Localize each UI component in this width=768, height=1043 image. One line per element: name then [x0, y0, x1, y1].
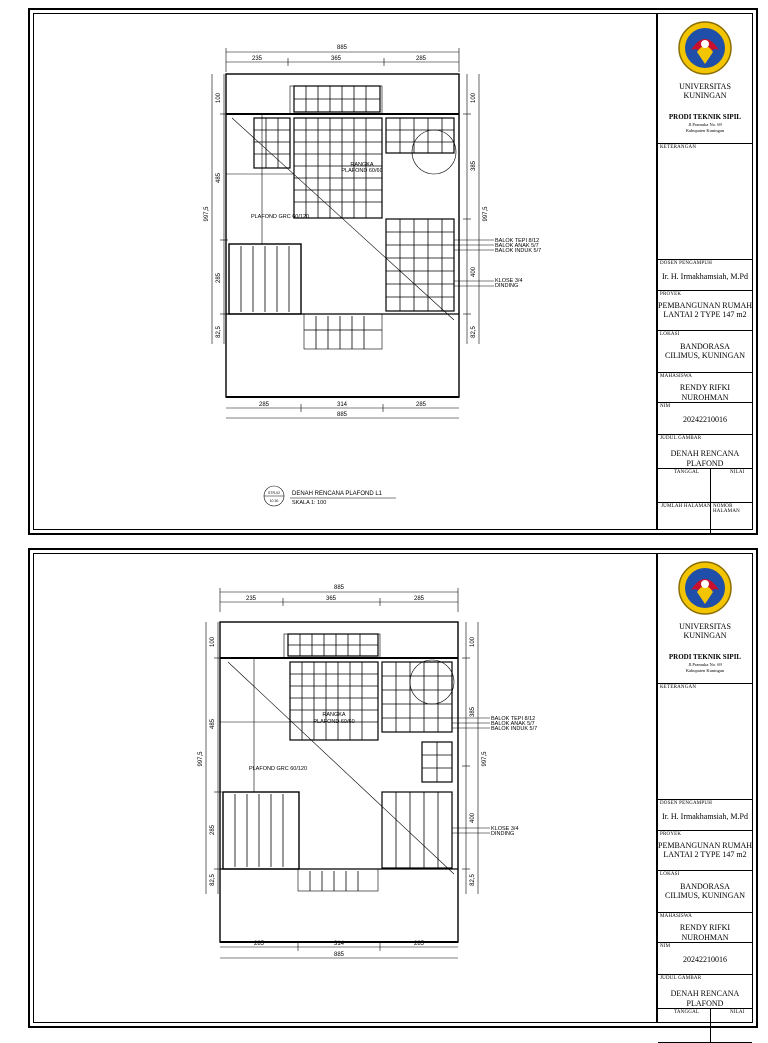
keterangan-label: KETERANGAN	[660, 145, 697, 150]
dim-bottom-a: 285	[253, 941, 265, 947]
dim-left-c: 285	[216, 272, 222, 284]
lokasi-label: LOKASI	[660, 872, 680, 877]
label-plafond: PLAFOND GRC 60/120	[250, 214, 310, 220]
mahasiswa-label: MAHASISWA	[660, 914, 693, 919]
jumlah-halaman-label: JUMLAH HALAMAN	[661, 504, 711, 509]
dosen-cell	[658, 260, 752, 291]
dim-left-d: 82,5	[210, 874, 216, 886]
label-klose: KLOSE 3/4	[495, 278, 523, 284]
mahasiswa-cell	[658, 913, 752, 943]
dim-bottom-a: 285	[258, 402, 270, 408]
university-logo	[658, 560, 752, 621]
dim-top-c: 285	[415, 56, 427, 62]
judul-value: DENAH RENCANA PLAFOND	[670, 449, 740, 468]
dim-top-total: 885	[336, 45, 348, 51]
nim-value: 20242210016	[683, 415, 727, 424]
dim-right-d: 82,5	[470, 874, 476, 886]
label-balok-tepi: BALOK TEPI 8/12	[491, 716, 536, 722]
judul-label: JUDUL GAMBAR	[660, 976, 702, 981]
dim-right-a: 100	[471, 92, 477, 104]
dim-left-c: 285	[210, 824, 216, 836]
nilai-label: NILAI	[730, 470, 745, 475]
dim-top-a: 235	[251, 56, 263, 62]
dim-right-a: 100	[470, 636, 476, 648]
university-seal-icon	[677, 560, 733, 616]
university-name: UNIVERSITAS	[679, 622, 731, 631]
label-rangka-size: PLAFOND 60/60	[341, 168, 383, 174]
lokasi-cell	[658, 871, 752, 913]
label-rangka-size: PLAFOND 60/60	[313, 719, 355, 725]
nilai-label: NILAI	[730, 1010, 745, 1015]
dim-left-d: 82,5	[216, 326, 222, 338]
university-seal-icon	[677, 20, 733, 76]
nim-value: 20242210016	[683, 955, 727, 964]
lokasi-value-1: BANDORASA	[680, 882, 730, 891]
dim-right-total: 997,5	[483, 206, 489, 222]
dim-right-b: 385	[471, 160, 477, 172]
tanggal-label: TANGGAL	[674, 470, 700, 475]
lokasi-cell	[658, 331, 752, 373]
dim-bottom-total: 885	[336, 412, 348, 418]
nim-cell	[658, 943, 752, 975]
dim-top-total: 885	[333, 585, 345, 591]
judul-value: DENAH RENCANA PLAFOND	[670, 989, 740, 1008]
dim-right-c: 400	[470, 812, 476, 824]
title-block	[656, 554, 752, 1022]
dim-left-total: 997,5	[204, 206, 210, 222]
label-balok-anak: BALOK ANAK 5/7	[491, 721, 535, 727]
address-line-2: Kabupaten Kuningan	[685, 128, 725, 133]
proyek-label: PROYEK	[660, 292, 682, 297]
dim-top-b: 365	[330, 56, 342, 62]
proyek-cell	[658, 831, 752, 871]
label-dinding: DINDING	[491, 831, 515, 837]
keterangan-label: KETERANGAN	[660, 685, 697, 690]
lokasi-value-2: CILIMUS, KUNINGAN	[665, 891, 745, 900]
dim-right-b: 385	[470, 706, 476, 718]
mahasiswa-value: RENDY RIFKI NUROHMAN	[679, 383, 731, 402]
keterangan-cell	[658, 684, 752, 800]
keterangan-cell	[658, 144, 752, 260]
dim-left-b: 485	[216, 172, 222, 184]
dim-bottom-b: 314	[333, 941, 345, 947]
lokasi-value-1: BANDORASA	[680, 342, 730, 351]
tanggal-nilai-row	[658, 1009, 752, 1043]
mahasiswa-label: MAHASISWA	[660, 374, 693, 379]
tanggal-label: TANGGAL	[674, 1010, 700, 1015]
caption-badge-top: STR-02	[267, 491, 281, 495]
dosen-value: Ir. H. Irmakhamsiah, M.Pd	[662, 272, 748, 281]
dim-left-a: 100	[210, 636, 216, 648]
judul-label: JUDUL GAMBAR	[660, 436, 702, 441]
dim-left-a: 100	[216, 92, 222, 104]
dim-left-total: 997,5	[198, 751, 204, 767]
label-klose: KLOSE 3/4	[491, 826, 519, 832]
sheet-border	[33, 553, 753, 1023]
university-header	[658, 14, 752, 144]
dosen-label: DOSEN PENGAMPUH	[660, 261, 713, 266]
label-rangka: RANGKA	[322, 712, 346, 718]
halaman-row	[658, 503, 752, 533]
proyek-value-2: LANTAI 2 TYPE 147 m2	[663, 310, 747, 319]
dim-bottom-c: 285	[415, 402, 427, 408]
dim-top-c: 285	[413, 596, 425, 602]
proyek-value-1: PEMBANGUNAN RUMAH	[658, 301, 753, 310]
dim-bottom-total: 885	[333, 952, 345, 958]
label-dinding: DINDING	[495, 283, 519, 289]
dosen-label: DOSEN PENGAMPUH	[660, 801, 713, 806]
proyek-label: PROYEK	[660, 832, 682, 837]
nim-cell	[658, 403, 752, 435]
university-header	[658, 554, 752, 684]
label-rangka: RANGKA	[350, 162, 374, 168]
university-logo	[658, 20, 752, 81]
university-name-2: KUNINGAN	[683, 631, 727, 640]
prodi-name: PRODI TEKNIK SIPIL	[668, 653, 742, 661]
label-plafond: PLAFOND GRC 60/120	[248, 766, 308, 772]
proyek-value-1: PEMBANGUNAN RUMAH	[658, 841, 753, 850]
caption-scale: SKALA 1: 100	[292, 500, 327, 506]
university-name: UNIVERSITAS	[679, 82, 731, 91]
floor-plan-drawing	[34, 554, 652, 1034]
label-balok-induk: BALOK INDUK 5/7	[495, 248, 542, 254]
dim-right-c: 400	[471, 266, 477, 278]
tanggal-nilai-row	[658, 469, 752, 503]
prodi-name: PRODI TEKNIK SIPIL	[668, 113, 742, 121]
proyek-value-2: LANTAI 2 TYPE 147 m2	[663, 850, 747, 859]
dim-right-total: 997,5	[482, 751, 488, 767]
title-block	[656, 14, 752, 529]
nim-label: NIM	[660, 404, 671, 409]
dosen-value: Ir. H. Irmakhamsiah, M.Pd	[662, 812, 748, 821]
dim-top-b: 365	[325, 596, 337, 602]
caption-badge-bottom: 10 30	[269, 499, 279, 503]
judul-cell	[658, 975, 752, 1009]
dim-top-a: 235	[245, 596, 257, 602]
address-line-2: Kabupaten Kuningan	[685, 668, 725, 673]
proyek-cell	[658, 291, 752, 331]
address-line-1: Jl.Pramuka No. 69	[688, 662, 722, 667]
mahasiswa-cell	[658, 373, 752, 403]
label-balok-tepi: BALOK TEPI 8/12	[495, 238, 540, 244]
dosen-cell	[658, 800, 752, 831]
dim-left-b: 485	[210, 718, 216, 730]
nim-label: NIM	[660, 944, 671, 949]
drawing-sheet-2	[28, 548, 758, 1028]
caption-title: DENAH RENCANA PLAFOND L1	[292, 491, 383, 497]
dim-bottom-b: 314	[336, 402, 348, 408]
lokasi-value-2: CILIMUS, KUNINGAN	[665, 351, 745, 360]
lokasi-label: LOKASI	[660, 332, 680, 337]
floor-plan-area	[34, 14, 652, 529]
label-balok-anak: BALOK ANAK 5/7	[495, 243, 539, 249]
sheet-border	[33, 13, 753, 530]
address-line-1: Jl.Pramuka No. 69	[688, 122, 722, 127]
drawing-sheet-1	[28, 8, 758, 535]
floor-plan-area	[34, 554, 652, 1022]
university-name-2: KUNINGAN	[683, 91, 727, 100]
dim-right-d: 82,5	[471, 326, 477, 338]
judul-cell	[658, 435, 752, 469]
label-balok-induk: BALOK INDUK 5/7	[491, 726, 538, 732]
dim-bottom-c: 285	[413, 941, 425, 947]
mahasiswa-value: RENDY RIFKI NUROHMAN	[679, 923, 731, 942]
floor-plan-drawing	[34, 14, 652, 533]
nomor-halaman-label: NOMOR HALAMAN	[713, 504, 740, 514]
